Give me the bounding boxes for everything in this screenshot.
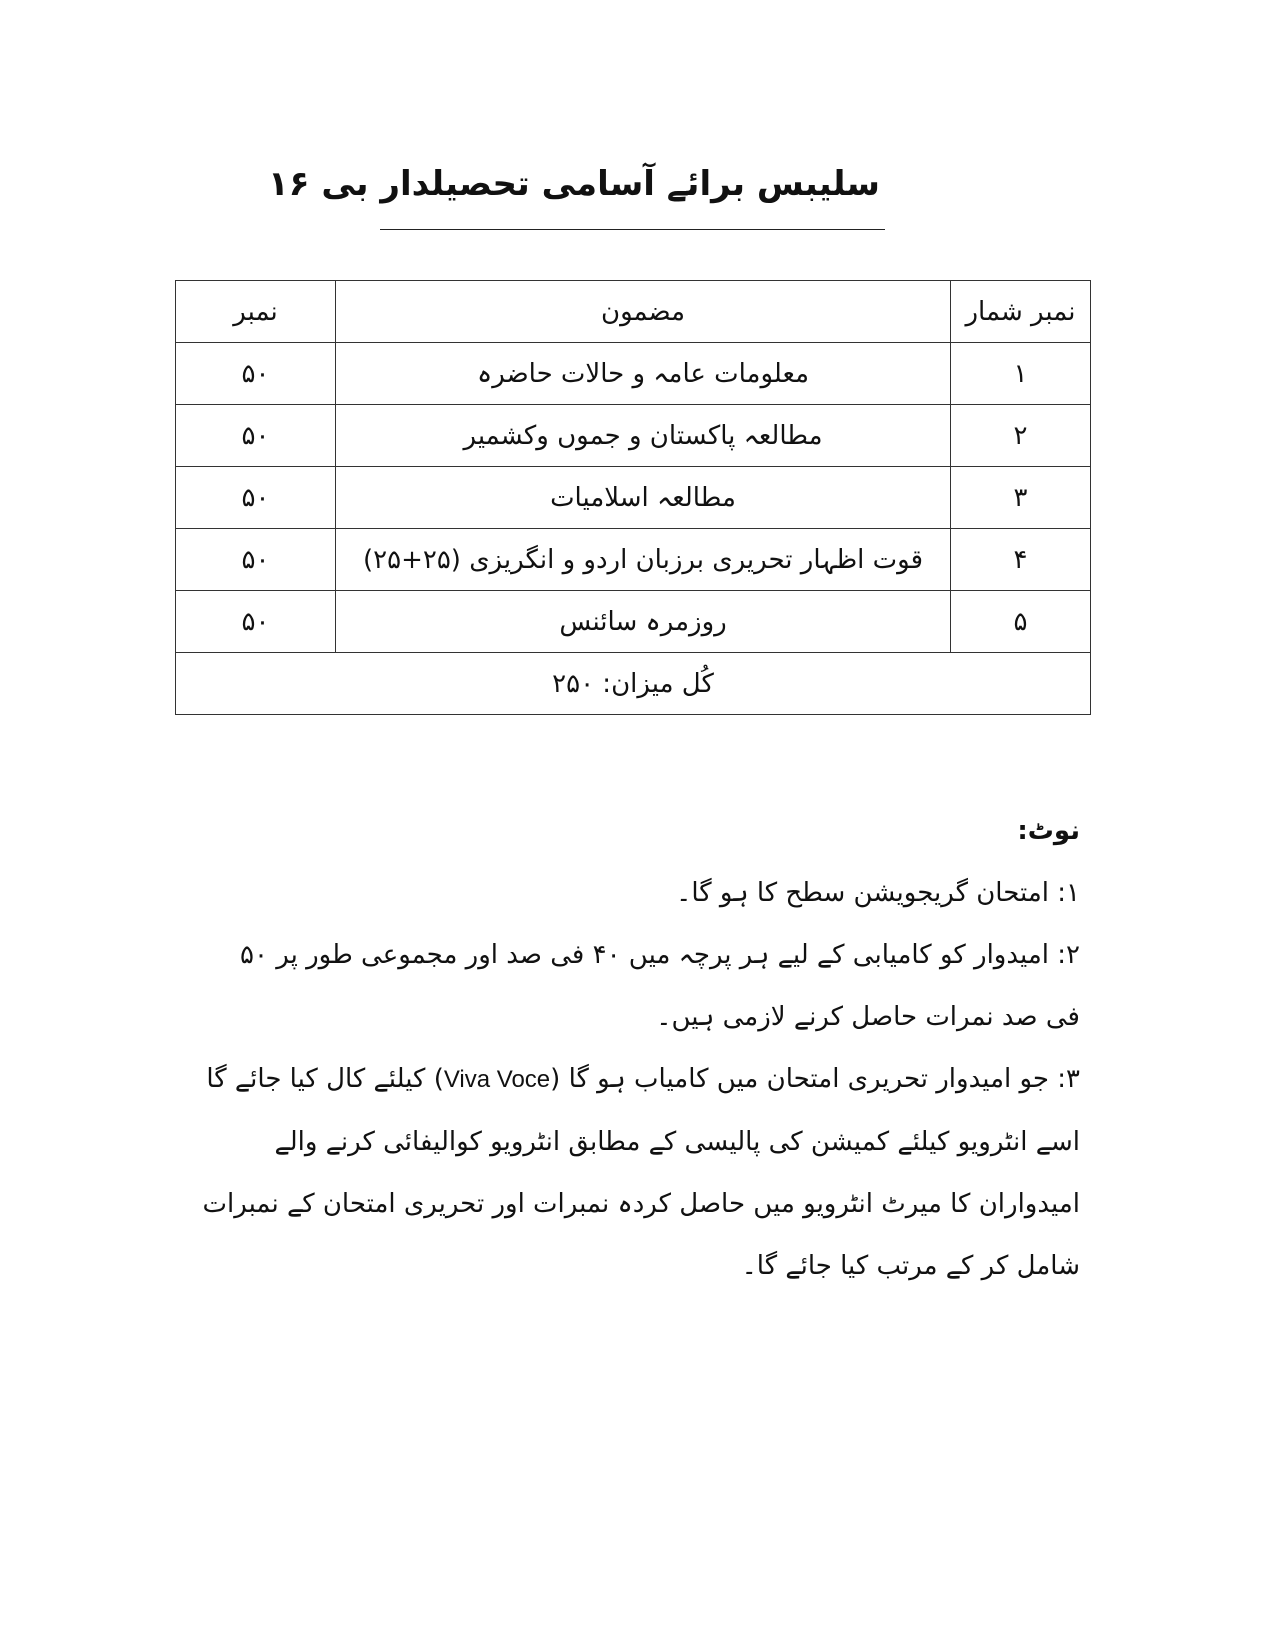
total-marks: کُل میزان: ۲۵۰	[176, 653, 1091, 715]
cell-subject: مطالعہ پاکستان و جموں وکشمیر	[336, 405, 951, 467]
header-serial: نمبر شمار	[951, 281, 1091, 343]
cell-serial: ۵	[951, 591, 1091, 653]
page-title: سلیبس برائے آسامی تحصیلدار بی ۱۶	[268, 164, 880, 204]
note-item-3-text-start: ۳: جو امیدوار تحریری امتحان میں کامیاب ہو گا (	[550, 1064, 1080, 1094]
title-underline	[380, 229, 885, 230]
table-total-row	[176, 653, 1091, 715]
syllabus-table	[175, 280, 1091, 715]
viva-voce-text: Viva Voce	[443, 1066, 551, 1093]
table-header-row	[176, 281, 1091, 343]
notes-heading: نوٹ:	[1017, 816, 1080, 846]
cell-serial: ۳	[951, 467, 1091, 529]
table-row	[176, 343, 1091, 405]
header-marks: نمبر	[176, 281, 336, 343]
note-item-2: ۲: امیدوار کو کامیابی کے لیے ہر پرچہ میں ۴۰ فی صد اور مجموعی طور پر ۵۰ فی صد نمرات حاصل کرنے لازمی ہیں۔	[240, 940, 1080, 1032]
note-item-3-text-end: ) کیلئے کال کیا جائے گا اسے انٹرویو کیلئے کمیشن کی پالیسی کے مطابق انٹرویو کوالیفائی کرنے والے امیدواران کا میرٹ انٹرویو میں حاصل کردہ نمبرات اور تحریری امتحان کے نمبرات شامل کر کے مرتب کیا جائے گا۔	[202, 1064, 1080, 1281]
cell-subject: قوت اظہار تحریری برزبان اردو و انگریزی (۲۵+۲۵)	[336, 529, 951, 591]
cell-serial: ۱	[951, 343, 1091, 405]
notes-section	[200, 800, 1080, 1297]
cell-marks: ۵۰	[176, 529, 336, 591]
header-subject: مضمون	[336, 281, 951, 343]
cell-subject: مطالعہ اسلامیات	[336, 467, 951, 529]
cell-subject: معلومات عامہ و حالات حاضرہ	[336, 343, 951, 405]
note-item-3	[200, 1048, 1080, 1297]
title-container	[268, 160, 880, 208]
cell-marks: ۵۰	[176, 405, 336, 467]
note-item-1: ۱: امتحان گریجویشن سطح کا ہو گا۔	[676, 878, 1080, 908]
cell-marks: ۵۰	[176, 467, 336, 529]
table-row	[176, 405, 1091, 467]
cell-serial: ۴	[951, 529, 1091, 591]
table-row	[176, 591, 1091, 653]
table-row	[176, 529, 1091, 591]
cell-subject: روزمرہ سائنس	[336, 591, 951, 653]
table-row	[176, 467, 1091, 529]
cell-serial: ۲	[951, 405, 1091, 467]
cell-marks: ۵۰	[176, 591, 336, 653]
cell-marks: ۵۰	[176, 343, 336, 405]
